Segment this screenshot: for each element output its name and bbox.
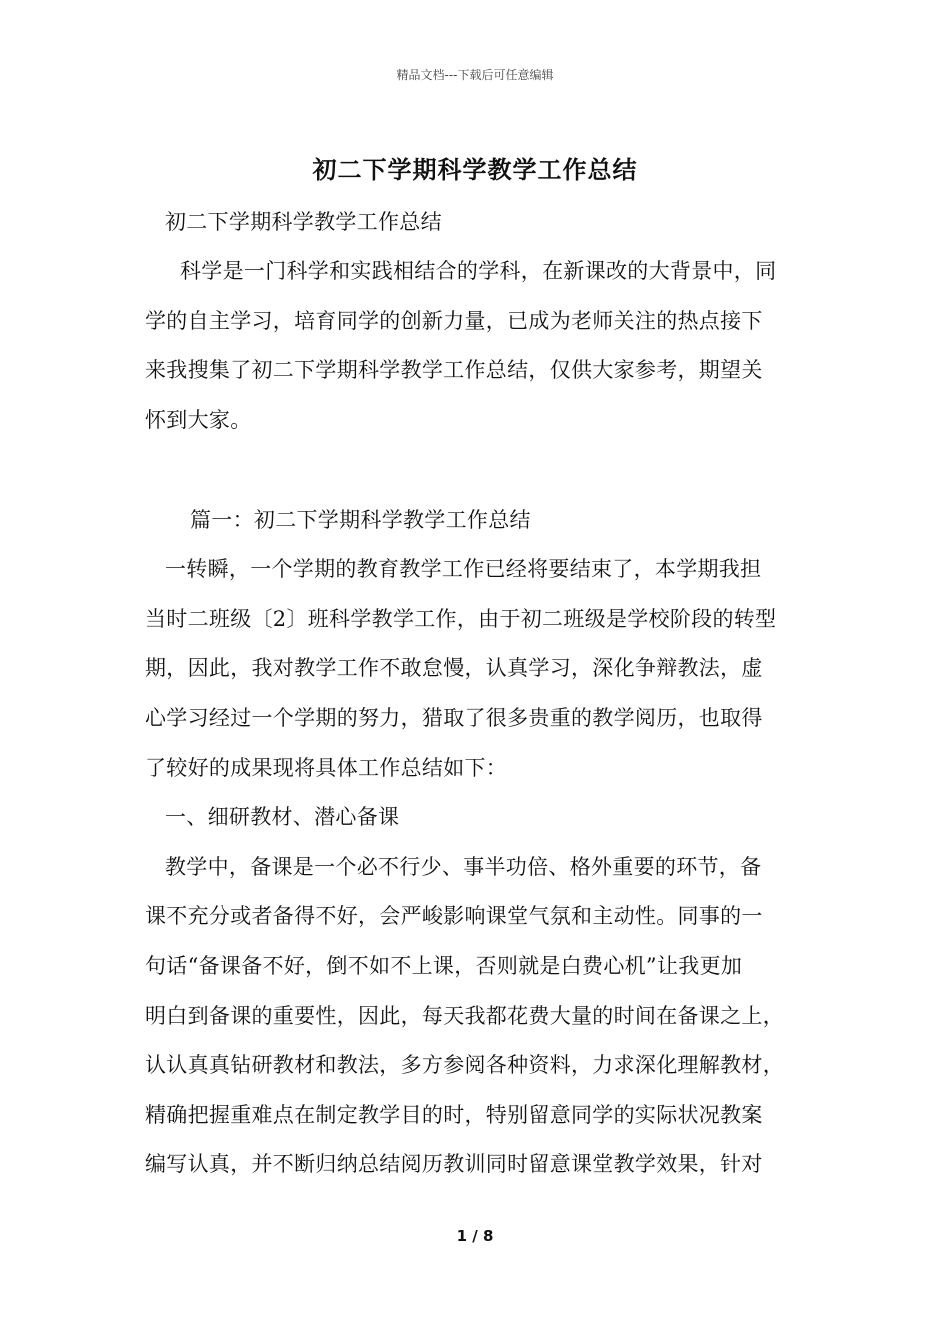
paragraph-line: 认认真真钻研教材和教法，多方参阅各种资料，力求深化理解教材， [145,1053,784,1077]
paragraph-line: 当时二班级〔2〕班科学教学工作，由于初二班级是学校阶段的转型 [145,607,777,631]
paragraph-line: 怀到大家。 [145,408,252,432]
paragraph-line: 一转瞬，一个学期的教育教学工作已经将要结束了，本学期我担 [165,557,762,581]
paragraph-line: 来我搜集了初二下学期科学教学工作总结，仅供大家参考，期望关 [145,358,763,382]
paragraph-line: 科学是一门科学和实践相结合的学科，在新课改的大背景中，同 [180,259,777,283]
section-heading: 篇一：初二下学期科学教学工作总结 [190,508,531,532]
document-title: 初二下学期科学教学工作总结 [312,155,638,184]
subsection-heading: 一、细研教材、潜心备课 [165,805,400,829]
paragraph-line: 编写认真，并不断归纳总结阅历教训同时留意课堂教学效果，针对 [145,1152,763,1176]
paragraph-line: 课不充分或者备得不好，会严峻影响课堂气氛和主动性。同事的一 [145,904,763,928]
page-number: 1 / 8 [456,1227,494,1245]
paragraph-line: 期，因此，我对教学工作不敢怠慢，认真学习，深化争辩教法，虚 [145,656,763,680]
page-header: 精品文档---下载后可任意编辑 [396,68,554,82]
paragraph-line: 精确把握重难点在制定教学目的时，特别留意同学的实际状况教案 [145,1103,763,1127]
paragraph-line: 教学中，备课是一个必不行少、事半功倍、格外重要的环节，备 [165,855,762,879]
subtitle-line: 初二下学期科学教学工作总结 [165,210,442,234]
paragraph-line: 学的自主学习，培育同学的创新力量，已成为老师关注的热点接下 [145,309,763,333]
paragraph-line: 心学习经过一个学期的努力，猎取了很多贵重的教学阅历，也取得 [145,706,763,730]
paragraph-line: 句话“备课备不好，倒不如不上课，否则就是白费心机”让我更加 [145,954,743,978]
paragraph-line: 了较好的成果现将具体工作总结如下： [145,756,508,780]
paragraph-line: 明白到备课的重要性，因此，每天我都花费大量的时间在备课之上， [145,1004,784,1028]
